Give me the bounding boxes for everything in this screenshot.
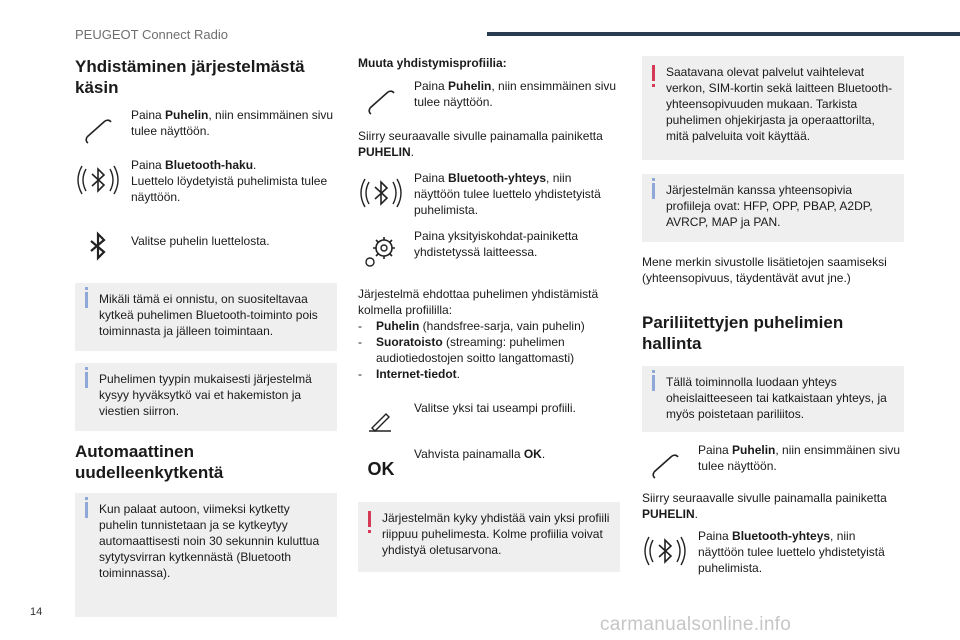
info-icon: [652, 183, 655, 199]
warning-note: Järjestelmän kyky yhdistää vain yksi profiili riippuu puhelimesta. Kolme profiilia voivat yhdistyä oletusarvona.: [358, 502, 620, 572]
info-icon: [652, 375, 655, 391]
step-phone: Paina Puhelin, niin ensimmäinen sivu tulee näyttöön.: [75, 107, 337, 147]
section-heading: Yhdistäminen järjestelmästä käsin: [75, 57, 305, 97]
warning-icon: [368, 511, 371, 527]
step-phone: Paina Puhelin, niin ensimmäinen sivu tulee näyttöön.: [642, 442, 904, 482]
warning-icon: [652, 65, 655, 81]
page-number: 14: [30, 606, 43, 618]
info-note: Tällä toiminnolla luodaan yhteys oheislaitteeseen tai katkaistaan yhteys, ja myös poistetaan pariliitos.: [642, 366, 904, 432]
step-select-phone: Valitse puhelin luettelosta.: [75, 223, 337, 263]
list-item: - Suoratoisto (streaming: puhelimen audiotiedostojen soitto langattomasti): [358, 335, 575, 365]
subheading: Muuta yhdistymisprofiilia:: [358, 56, 507, 70]
step-bluetooth-search: Paina Bluetooth-haku. Luettelo löydetyistä puhelimista tulee näyttöön.: [75, 157, 337, 205]
paragraph: Siirry seuraavalle sivulle painamalla painiketta PUHELIN.: [642, 491, 887, 521]
paragraph: Järjestelmä ehdottaa puhelimen yhdistämistä kolmella profiililla:: [358, 287, 599, 317]
info-icon: [85, 292, 88, 308]
info-note: Kun palaat autoon, viimeksi kytketty puhelin tunnistetaan ja se kytkeytyy automaattisesti noin 30 sekunnin kuluttua sytytysvirran kytkennästä (Bluetooth toiminnassa).: [75, 493, 337, 617]
phone-handset-icon: [358, 78, 404, 124]
list-item: - Puhelin (handsfree-sarja, vain puhelin): [358, 319, 585, 333]
section-heading: Pariliitettyjen puhelimien hallinta: [642, 313, 844, 353]
paragraph: Mene merkin sivustolle lisätietojen saamiseksi (yhteensopivuus, täydentävät avut jne.): [642, 255, 887, 285]
info-icon: [85, 502, 88, 518]
phone-handset-icon: [642, 442, 688, 488]
info-note: Mikäli tämä ei onnistu, on suositeltavaa kytkeä puhelimen Bluetooth-toiminto pois toiminnasta ja jälleen toimintaan.: [75, 283, 337, 351]
list-item: - Internet-tiedot.: [358, 367, 461, 381]
bluetooth-search-icon: [358, 170, 404, 216]
phone-handset-icon: [75, 107, 121, 153]
section-heading: Automaattinen uudelleenkytkentä: [75, 442, 224, 482]
header-rule: [487, 32, 960, 36]
info-note: Puhelimen tyypin mukaisesti järjestelmä kysyy hyväksytkö vai et hakemiston ja viestien siirron.: [75, 363, 337, 431]
step-phone: Paina Puhelin, niin ensimmäinen sivu tulee näyttöön.: [358, 78, 620, 118]
edit-pencil-icon: [358, 398, 404, 444]
column-3: [642, 56, 904, 576]
info-icon: [85, 372, 88, 388]
ok-button-icon: OK: [367, 459, 395, 479]
step-bluetooth-connection: Paina Bluetooth-yhteys, niin näyttöön tulee luettelo yhdistetyistä puhelimista.: [642, 528, 904, 576]
warning-note: Saatavana olevat palvelut vaihtelevat verkon, SIM-kortin sekä laitteen Bluetooth-yhteensopivuuden mukaan. Tarkista puhelimen ohjekirjasta ja operaattorilta, mitä palveluita voit käyttää.: [642, 56, 904, 160]
paragraph: Siirry seuraavalle sivulle painamalla painiketta PUHELIN.: [358, 129, 603, 159]
watermark: carmanualsonline.info: [600, 614, 792, 635]
bluetooth-search-icon: [642, 528, 688, 574]
bluetooth-search-icon: [75, 157, 121, 203]
step-confirm-ok: OK Vahvista painamalla OK.: [358, 446, 620, 486]
column-2: [358, 56, 620, 572]
profile-list: [358, 318, 620, 382]
info-note: Järjestelmän kanssa yhteensopivia profiileja ovat: HFP, OPP, PBAP, A2DP, AVRCP, MAP ja PAN.: [642, 174, 904, 242]
step-select-profile: Valitse yksi tai useampi profiili.: [358, 398, 620, 438]
bluetooth-icon: [75, 223, 121, 269]
step-details: Paina yksityiskohdat-painiketta yhdistetyssä laitteessa.: [358, 228, 620, 268]
step-bluetooth-connection: Paina Bluetooth-yhteys, niin näyttöön tulee luettelo yhdistetyistä puhelimista.: [358, 170, 620, 218]
running-header: PEUGEOT Connect Radio: [75, 27, 228, 42]
gear-icon: [358, 228, 404, 274]
column-1: [75, 56, 337, 617]
